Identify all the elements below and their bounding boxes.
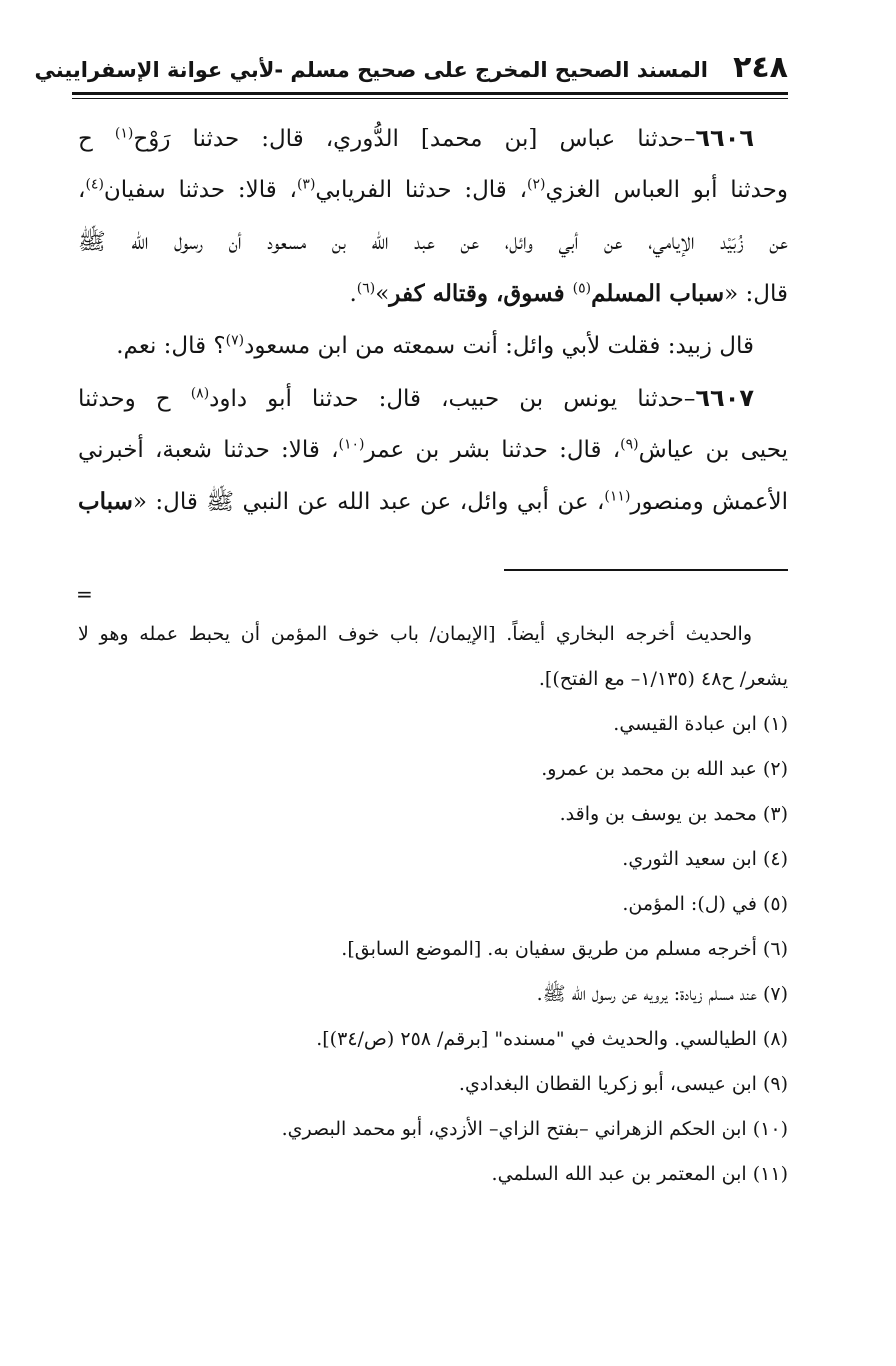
page-number: ٢٤٨ xyxy=(733,50,788,85)
text-segment: ، xyxy=(78,177,86,203)
footnote-item: (٧) عند مسلم زيادة: يرويه عن رسول الله ﷺ. xyxy=(536,983,788,1005)
hadith-6606-line-2 xyxy=(78,164,788,216)
footnote-ref-2: (٢) xyxy=(527,176,546,193)
footnote-ref-5: (٥) xyxy=(572,280,592,297)
header-rule-thick xyxy=(72,92,788,95)
continuation-mark: = xyxy=(76,582,93,606)
footnote-ref-3: (٣) xyxy=(296,176,316,193)
footnote-ref-11: (١١) xyxy=(604,488,631,505)
footnote-ref-4: (٤) xyxy=(85,176,104,193)
hadith-6606-line-1 xyxy=(78,112,788,164)
footnote-item: (٨) الطيالسي. والحديث في "مسنده" [برقم/ ٢٥٨ (ص/٣٤)]. xyxy=(316,1028,788,1050)
text-segment: –حدثنا عباس [بن محمد] الدُّوري، قال: حدثنا رَوْح xyxy=(133,126,696,152)
hadith-quote-bold: سباب المسلم xyxy=(591,280,725,307)
text-segment: الأعمش ومنصور xyxy=(630,489,789,515)
header-rule-thin xyxy=(72,98,788,99)
footnote-item: (٣) محمد بن يوسف بن واقد. xyxy=(559,803,788,825)
hadith-quote-bold: سباب xyxy=(78,488,133,515)
footnote-item: (١١) ابن المعتمر بن عبد الله السلمي. xyxy=(491,1163,788,1185)
text-segment: قال: « xyxy=(724,281,788,307)
text-segment: ، قالا: حدثنا سفيان xyxy=(103,177,297,203)
text-segment: يحيى بن عياش xyxy=(638,437,788,463)
hadith-6606-line-4 xyxy=(78,268,788,320)
footnote-item: (٤) ابن سعيد الثوري. xyxy=(622,848,788,870)
text-segment: ح xyxy=(78,126,115,152)
text-segment: ، قالا: حدثنا شعبة، أخبرني xyxy=(78,437,339,463)
footnotes xyxy=(78,612,788,1197)
main-text xyxy=(78,112,788,528)
footnote-ref-1: (١) xyxy=(114,125,134,142)
footnote-item: (٥) في (ل): المؤمن. xyxy=(622,893,788,915)
text-segment: ح وحدثنا xyxy=(78,386,191,412)
text-segment: وحدثنا أبو العباس الغزي xyxy=(545,177,788,203)
running-title: المسند الصحيح المخرج على صحيح مسلم -لأبي عوانة الإسفراييني xyxy=(34,58,708,82)
text-segment: ؟ قال: نعم. xyxy=(116,333,226,359)
footnote-continued-line-2: يشعر/ ح٤٨ (١/١٣٥– مع الفتح)]. xyxy=(538,668,788,690)
zubaid-paragraph xyxy=(78,320,788,372)
hadith-6607-line-1 xyxy=(78,372,788,424)
footnote-item: (١٠) ابن الحكم الزهراني –بفتح الزاي– الأزدي، أبو محمد البصري. xyxy=(281,1118,788,1140)
text-segment: –حدثنا يونس بن حبيب، قال: حدثنا أبو داود xyxy=(209,386,696,412)
footnote-ref-7: (٧) xyxy=(225,332,245,349)
footnote-item: (٦) أخرجه مسلم من طريق سفيان به. [الموضع السابق]. xyxy=(341,938,788,960)
text-segment: ، قال: حدثنا بشر بن عمر xyxy=(364,437,621,463)
footnote-item: (٢) عبد الله بن محمد بن عمرو. xyxy=(541,758,788,780)
footnote-continued-line-1: والحديث أخرجه البخاري أيضاً. [الإيمان/ باب خوف المؤمن أن يحبط عمله وهو لا xyxy=(78,623,752,645)
hadith-6607-line-2 xyxy=(78,424,788,476)
footnote-ref-6: (٦) xyxy=(356,280,376,297)
hadith-6606-line-3: عن زُبَيْد الإيامي، عن أبي وائل، عن عبد الله بن مسعود أن رسول الله ﷺ xyxy=(78,229,788,255)
hadith-number-6606: ٦٦٠٦ xyxy=(695,124,754,152)
footnote-item: (١) ابن عبادة القيسي. xyxy=(613,713,788,735)
footnote-ref-9: (٩) xyxy=(620,436,639,453)
text-segment: قال زبيد: فقلت لأبي وائل: أنت سمعته من ابن مسعود xyxy=(244,333,754,359)
text-segment: » xyxy=(375,281,390,307)
text-segment: ، عن أبي وائل، عن عبد الله عن النبي ﷺ قال: « xyxy=(132,489,605,515)
footnote-ref-8: (٨) xyxy=(190,385,210,402)
hadith-6607-line-3 xyxy=(78,476,788,528)
footnote-item: (٩) ابن عيسى، أبو زكريا القطان البغدادي. xyxy=(458,1073,788,1095)
text-segment: . xyxy=(349,281,357,307)
page-header xyxy=(34,50,788,94)
hadith-quote-bold: فسوق، وقتاله كفر xyxy=(389,280,573,307)
footnote-separator xyxy=(504,569,788,571)
hadith-number-6607: ٦٦٠٧ xyxy=(695,384,754,412)
footnote-ref-10: (١٠) xyxy=(338,436,365,453)
text-segment: ، قال: حدثنا الفريابي xyxy=(315,177,528,203)
